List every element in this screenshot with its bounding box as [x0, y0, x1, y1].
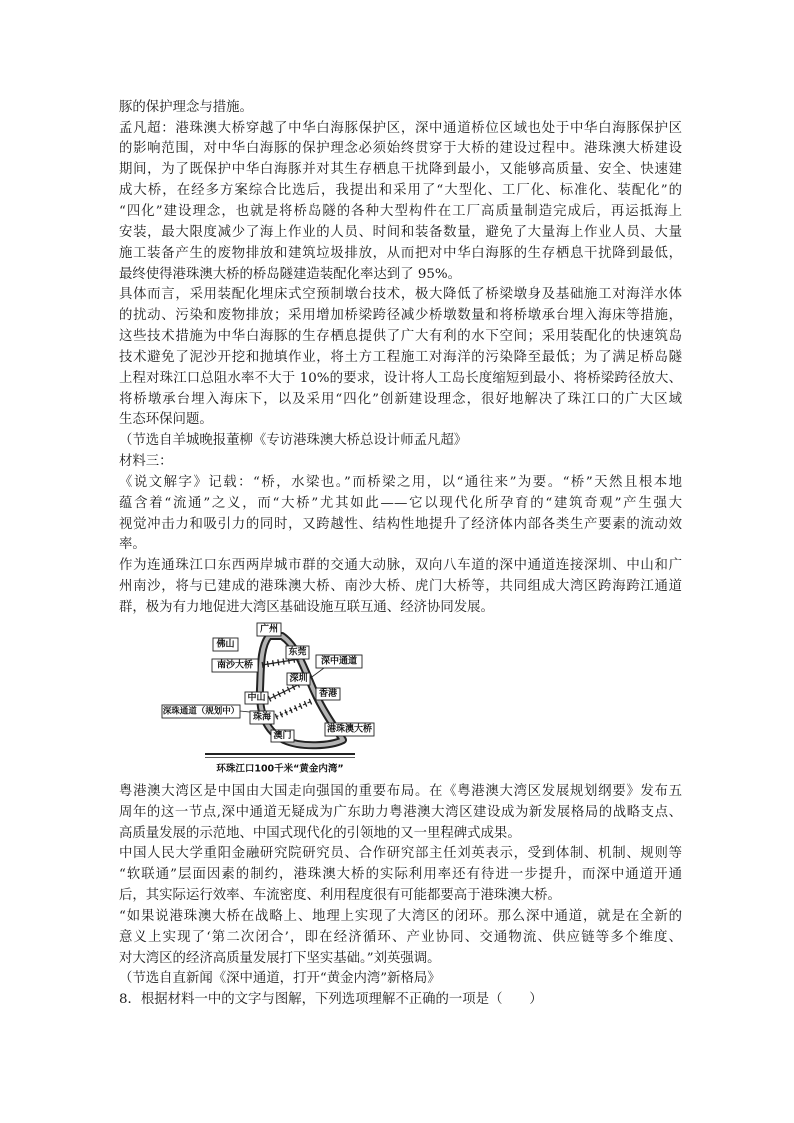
paragraph-details: [119, 285, 682, 431]
source-citation: （节选自直新闻《深中通道，打开“黄金内湾”新格局》: [119, 971, 441, 987]
map-svg: [119, 619, 682, 782]
label-dongguan: [286, 645, 309, 659]
label-foshan-text: 佛山: [216, 639, 235, 650]
label-shenzhen-text: 深圳: [289, 673, 308, 684]
paragraph-gba: [119, 782, 682, 845]
text-line: 这些技术措施为中华白海豚的生存栖息提供了广大有利的水下空间；采用装配化的快速筑岛: [119, 329, 682, 345]
text-line: 将桥墩承台埋入海床下，以及采用“四化”创新建设理念，很好地解决了珠江口的广大区域: [119, 391, 682, 407]
pearl-river-estuary-map: [119, 619, 682, 782]
label-hongkong: [316, 687, 340, 700]
text-line: 生态环保问题。: [119, 412, 213, 428]
shenzhu-channel-line: [271, 701, 312, 719]
text-line: 上程对珠江口总阻水率不大于 10%的要求，设计将人工岛长度缩短到最小、将桥梁跨径放大、: [119, 370, 682, 386]
paragraph-shenzhong: [119, 556, 682, 619]
text-line: 高质量发展的示范地、中国式现代化的引领地的又一里程碑式成果。: [119, 825, 521, 841]
label-shenzhu-channel: [162, 705, 240, 718]
text-line: 粤港澳大湾区是中国由大国走向强国的重要布局。在《粤港澳大湾区发展规划纲要》发布五: [119, 783, 682, 799]
label-nansha-bridge: [212, 658, 258, 672]
text-line: 施工装备产生的废物排放和建筑垃圾排放，从而把对中华白海豚的生存栖息干扰降到最低，: [119, 245, 682, 261]
label-zhuhai-text: 珠海: [252, 712, 272, 723]
text-line: 的扰动、污染和废物排放；采用增加桥梁跨径减少桥墩数量和将桥墩承台埋入海床等措施，: [119, 308, 682, 324]
paragraph-liu-ying: [119, 844, 682, 907]
label-foshan: [213, 637, 238, 651]
label-hzmb-text: 港珠澳大桥: [326, 724, 373, 735]
label-zhongshan-text: 中山: [247, 692, 266, 703]
question-8: 8．根据材料一中的文字与图解，下列选项理解不正确的一项是（ ）: [119, 992, 543, 1008]
text-line: 蕴含着“流通”之义，而“大桥”尤其如此——它以现代化所孕育的“建筑奇观”产生强大: [119, 495, 682, 511]
text-line: 孟凡超：港珠澳大桥穿越了中华白海豚保护区，深中通道桥位区域也处于中华白海豚保护区: [119, 120, 682, 136]
label-guangzhou-text: 广州: [259, 624, 279, 635]
label-hzmb: [325, 722, 374, 736]
label-shenzhong-channel-text: 深中通道: [320, 656, 358, 667]
text-line: “软联通”层面因素的制约，港珠澳大桥的实际利用率还有待进一步提升，而深中通道开通: [119, 867, 682, 883]
continuation-line: 豚的保护理念与措施。: [119, 99, 253, 115]
label-macau: [271, 729, 294, 742]
text-line: “如果说港珠澳大桥在战略上、地理上实现了大湾区的闭环。那么深中通道，就是在全新的: [119, 908, 682, 924]
section-heading: 材料三：: [119, 454, 173, 470]
label-nansha-bridge-text: 南沙大桥: [216, 660, 254, 671]
text-line: 州南沙，将与已建成的港珠澳大桥、南沙大桥、虎门大桥等，共同组成大湾区跨海跨江通道: [119, 579, 682, 595]
paragraph-interview: [119, 119, 682, 286]
text-line: 后，其实际运行效率、车流密度、利用程度很有可能都要高于港珠澳大桥。: [119, 888, 561, 904]
text-line: 群，极为有力地促进大湾区基础设施互联互通、经济协同发展。: [119, 600, 494, 615]
text-line: 作为连通珠江口东西两岸城市群的交通大动脉，双向八车道的深中通道连接深圳、中山和广: [119, 558, 682, 574]
paragraph-shuowen: [119, 473, 682, 556]
label-shenzhen: [287, 672, 310, 685]
label-hongkong-text: 香港: [318, 688, 338, 699]
label-shenzhong-channel: [316, 654, 362, 668]
label-zhongshan: [245, 691, 268, 704]
document-body: [119, 98, 682, 1011]
paragraph-quote: [119, 907, 682, 970]
text-line: 《说文解字》记载：“桥，水梁也。”而桥梁之用，以“通往来”为要。“桥”天然且根本地: [119, 474, 682, 490]
text-line: 期间，为了既保护中华白海豚并对其生存栖息干扰降到最小，又能够高质量、安全、快速建: [119, 162, 682, 178]
label-macau-text: 澳门: [273, 730, 292, 741]
text-line: 技术避免了泥沙开挖和抛填作业，将土方工程施工对海洋的污染降至最低；为了满足桥岛隧: [119, 349, 682, 365]
map-caption: 环珠江口100千米“黄金内湾”: [216, 763, 344, 775]
text-line: 成大桥，在经多方案综合比选后，我提出和采用了“大型化、工厂化、标准化、装配化”的: [119, 183, 682, 199]
text-line: 中国人民大学重阳金融研究院研究员、合作研究部主任刘英表示，受到体制、机制、规则等: [119, 846, 682, 862]
text-line: 具体而言，采用装配化埋床式空预制墩台技术，极大降低了桥梁墩身及基础施工对海洋水体: [119, 287, 682, 303]
text-line: “四化”建设理念，也就是将桥岛隧的各种大型构件在工厂高质量制造完成后，再运抵海上: [119, 203, 682, 219]
text-line: 视觉冲击力和吸引力的同时，又跨越性、结构性地提升了经济体内部各类生产要素的流动效: [119, 516, 682, 532]
text-line: 对大湾区的经济高质量发展打下坚实基础。”刘英强调。: [119, 950, 441, 966]
label-shenzhu-channel-text: 深珠通道（规划中）: [162, 706, 240, 717]
text-line: 的影响范围，对中华白海豚的保护理念必须始终贯穿于大桥的建设过程中。港珠澳大桥建设: [119, 141, 682, 157]
label-dongguan-text: 东莞: [288, 647, 307, 658]
label-guangzhou: [257, 622, 281, 636]
nansha-bridge-line: [262, 659, 299, 665]
label-zhuhai: [250, 710, 274, 724]
text-line: 周年的这一节点,深中通道无疑成为广东助力粤港澳大湾区建设成为新发展格局的战略支点、: [119, 804, 682, 820]
text-line: 安装，最大限度减少了海上作业的人员、时间和装备数量，避免了大量海上作业人员、大量: [119, 224, 682, 240]
text-line: 意义上实现了‘第二次闭合’，即在经济循环、产业协同、交通物流、供应链等多个维度、: [119, 929, 682, 945]
text-line: 最终使得港珠澳大桥的桥岛隧建造装配化率达到了 95%。: [119, 266, 462, 282]
text-line: 率。: [119, 537, 146, 553]
source-citation: （节选自羊城晚报董柳《专访港珠澳大桥总设计师孟凡超》: [119, 433, 468, 449]
